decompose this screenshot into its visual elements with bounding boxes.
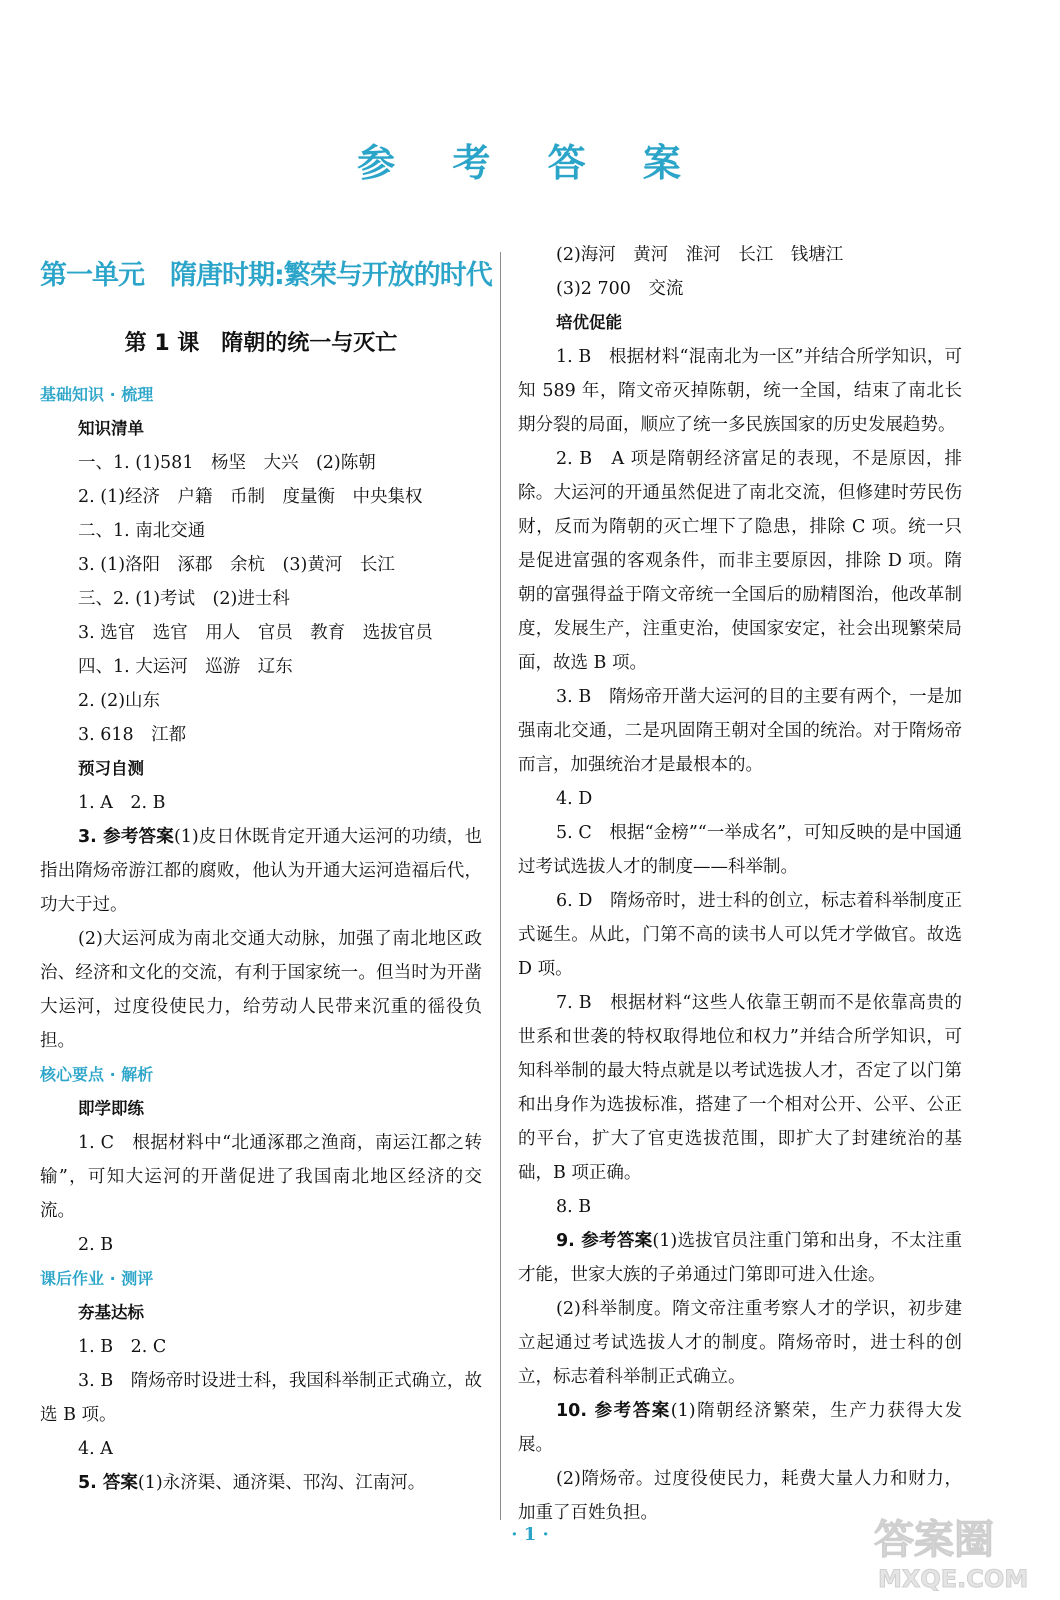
answer-line: 二、1. 南北交通 [78,521,206,541]
section-heading-basics: 基础知识 · 梳理 [40,385,154,404]
answer-label: 10. 参考答案 [556,1401,671,1421]
answer-paragraph: (2)大运河成为南北交通大动脉，加强了南北地区政治、经济和文化的交流，有利于国家统一。但当时为开凿大运河，过度役使民力，给劳动人民带来沉重的徭役负担。 [40,929,482,1051]
answer-line: 3. 618 江都 [78,725,187,745]
answer-paragraph [518,1224,962,1292]
answer-line: 2. (1)经济 户籍 币制 度量衡 中央集权 [78,487,423,507]
answer-paragraph: 2. B A 项是隋朝经济富足的表现，不是原因，排除。大运河的开通虽然促进了南北交流，但修建时劳民伤财，反而为隋朝的灭亡埋下了隐患，排除 C 项。统一只是促进富强的客观条件，而非主要原因，排除 D 项。隋朝的富强得益于隋文帝统一全国后的励精图治，他改革制度，发展生产，注重吏治，使国家安定，社会出现繁荣局面，故选 B 项。 [518,449,962,673]
answer-label: 3. 参考答案 [78,827,174,847]
page-number: · 1 · [511,1524,549,1545]
answer-paragraph [518,1394,962,1462]
answer-line: 一、1. (1)581 杨坚 大兴 (2)陈朝 [78,453,376,473]
lesson-title: 第 1 课 隋朝的统一与灭亡 [124,331,398,356]
answer-line: 3. (1)洛阳 涿郡 余杭 (3)黄河 长江 [78,555,395,575]
subheading-foundation: 夯基达标 [78,1303,144,1322]
column-divider [500,252,501,1520]
answer-paragraph: 5. C 根据“金榜”“一举成名”，可知反映的是中国通过考试选拔人才的制度——科举制。 [518,823,962,877]
answer-paragraph: 3. B 隋炀帝开凿大运河的目的主要有两个，一是加强南北交通，二是巩固隋王朝对全国的统治。对于隋炀帝而言，加强统治才是最根本的。 [518,687,962,775]
answer-label: 9. 参考答案 [556,1231,653,1251]
subheading-knowledge-list: 知识清单 [78,419,144,438]
svg-text:MXQE.COM: MXQE.COM [878,1565,1029,1593]
answer-label: 5. 答案 [78,1473,138,1493]
answer-text: (1)永济渠、通济渠、邗沟、江南河。 [137,1473,426,1493]
answer-line: 三、2. (1)考试 (2)进士科 [78,589,290,609]
answer-paragraph: 3. B 隋炀帝时设进士科，我国科举制正式确立，故选 B 项。 [40,1371,482,1425]
answer-paragraph: 1. C 根据材料中“北通涿郡之渔商，南运江都之转输”，可知大运河的开凿促进了我国南北地区经济的交流。 [40,1133,482,1221]
answer-paragraph: 1. B 根据材料“混南北为一区”并结合所学知识，可知 589 年，隋文帝灭掉陈朝，统一全国，结束了南北长期分裂的局面，顺应了统一多民族国家的历史发展趋势。 [518,347,962,435]
answer-paragraph [40,1466,482,1500]
answer-text: (1)皮日休既肯定开通大运河的功绩，也指出隋炀帝游江都的腐败，他认为开通大运河造福后代，功大于过。 [40,827,482,915]
section-heading-core: 核心要点 · 解析 [40,1065,154,1084]
answer-line: (2)海河 黄河 淮河 长江 钱塘江 [556,245,844,265]
answer-line: 1. B 2. C [78,1337,167,1357]
answer-line: 四、1. 大运河 巡游 辽东 [78,657,293,677]
left-column [40,250,492,1500]
answer-line: 3. 选官 选官 用人 官员 教育 选拔官员 [78,623,433,643]
page-title: 参 考 答 案 [357,141,703,185]
right-column [518,238,962,1530]
subheading-advanced: 培优促能 [556,313,622,332]
answer-line: 2. (2)山东 [78,691,161,711]
answer-line: 4. A [78,1439,113,1459]
answer-line: 8. B [556,1197,592,1217]
answer-line: 2. B [78,1235,114,1255]
subheading-practice: 即学即练 [78,1099,144,1118]
section-heading-homework: 课后作业 · 测评 [40,1269,154,1288]
answer-line: (3)2 700 交流 [556,279,684,299]
answer-paragraph: (2)隋炀帝。过度役使民力，耗费大量人力和财力，加重了百姓负担。 [518,1469,962,1523]
watermark-logo [870,1505,1040,1593]
answer-paragraph: 6. D 隋炀帝时，进士科的创立，标志着科举制度正式诞生。从此，门第不高的读书人可以凭才学做官。故选 D 项。 [518,891,962,979]
answer-paragraph: 7. B 根据材料“这些人依靠王朝而不是依靠高贵的世系和世袭的特权取得地位和权力”并结合所学知识，可知科举制的最大特点就是以考试选拔人才，否定了以门第和出身作为选拔标准，搭建了一个相对公开、公平、公正的平台，扩大了官吏选拔范围，即扩大了封建统治的基础，B 项正确。 [518,993,962,1183]
answer-text: (1)选拔官员注重门第和出身，不太注重才能，世家大族的子弟通过门第即可进入仕途。 [518,1231,962,1285]
answer-line: 4. D [556,789,593,809]
answer-paragraph: (2)科举制度。隋文帝注重考察人才的学识，初步建立起通过考试选拔人才的制度。隋炀帝时，进士科的创立，标志着科举制正式确立。 [518,1299,962,1387]
answer-text: (1)隋朝经济繁荣，生产力获得大发展。 [518,1401,963,1455]
unit-title: 第一单元 隋唐时期:繁荣与开放的时代 [40,260,492,291]
svg-text:答案圈: 答案圈 [874,1517,994,1563]
subheading-preview-test: 预习自测 [78,759,144,778]
answer-paragraph [40,820,482,922]
answer-line: 1. A 2. B [78,793,166,813]
